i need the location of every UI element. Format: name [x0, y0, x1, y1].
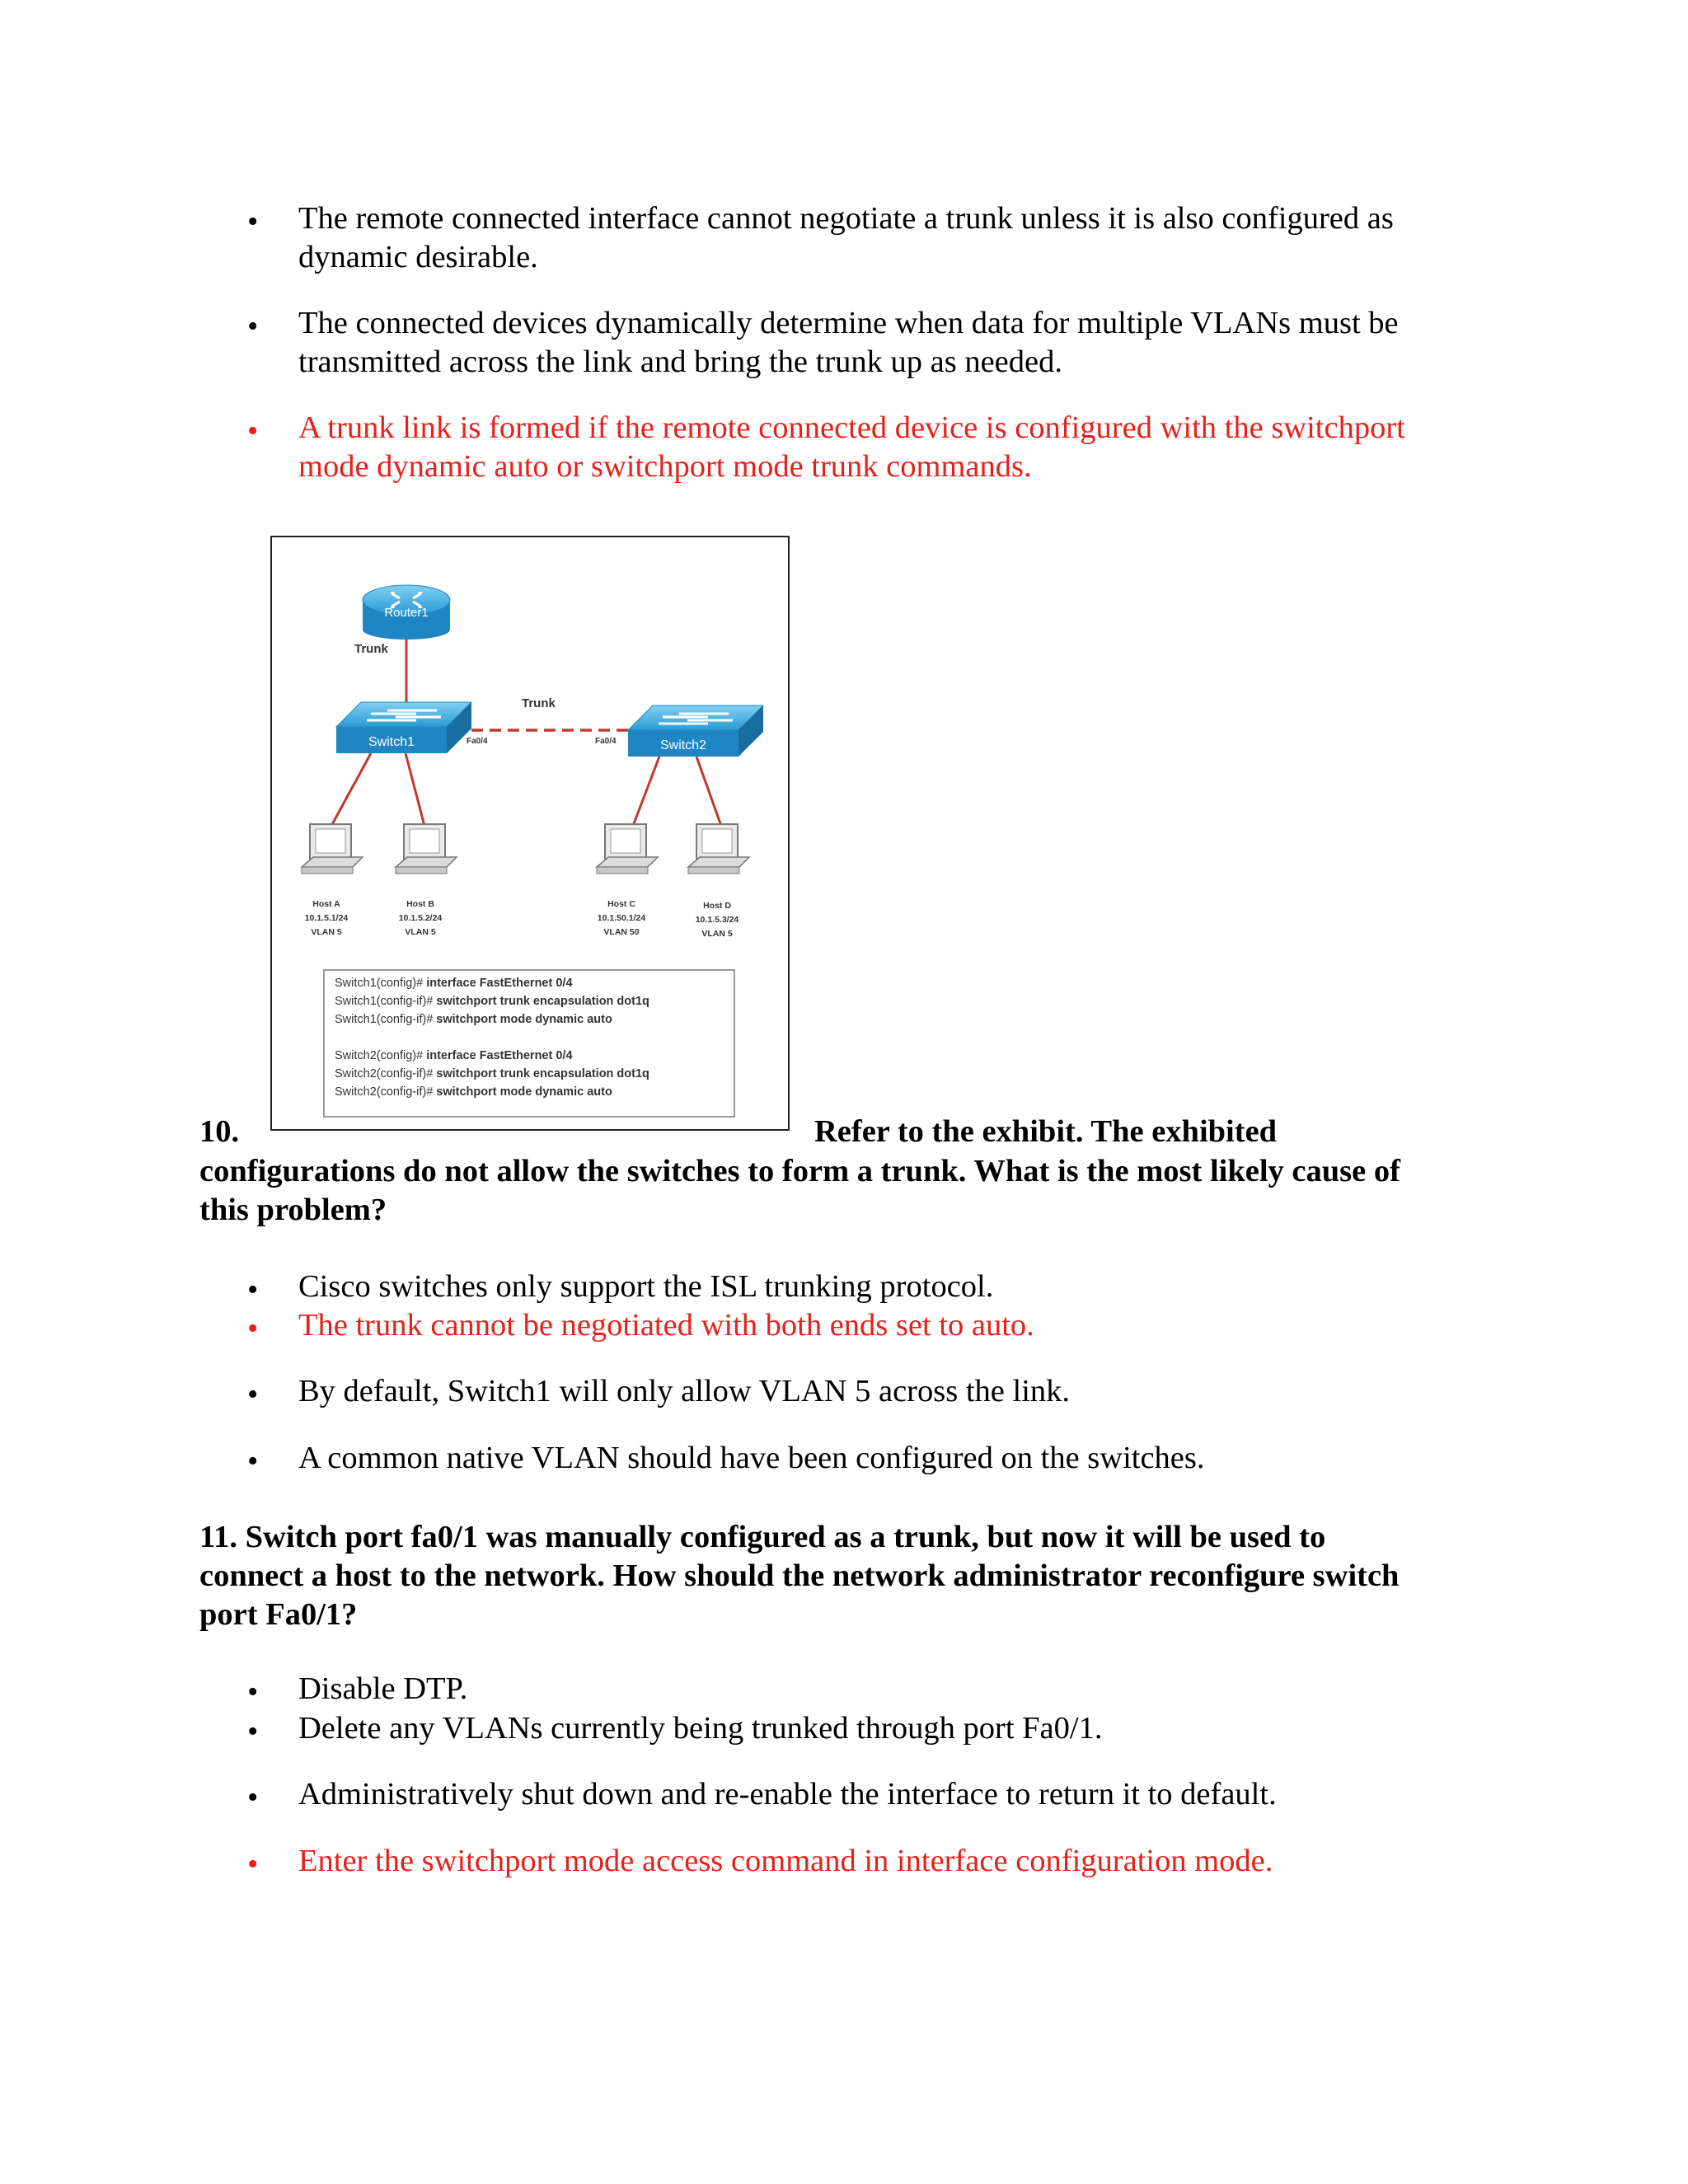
question-11-line-3: port Fa0/1?	[199, 1597, 358, 1632]
exhibit-figure	[270, 536, 790, 1131]
config-prompt: Switch2(config-if)#	[335, 1085, 437, 1099]
q11-option-1: Disable DTP.	[298, 1671, 468, 1706]
router-label: Router1	[384, 606, 429, 620]
bullet-icon: •	[247, 1714, 259, 1749]
config-prompt: Switch1(config)#	[335, 977, 427, 990]
config-prompt: Switch1(config-if)#	[335, 995, 437, 1008]
q11-option-3: Administratively shut down and re-enable the interface to return it to default.	[298, 1777, 1277, 1811]
host-d-ip: 10.1.5.3/24	[695, 915, 739, 925]
q9-option-3-line-2: mode dynamic auto or switchport mode trunk commands.	[298, 449, 1032, 484]
config-box	[323, 969, 735, 1118]
bullet-icon: •	[247, 1675, 259, 1709]
host-c-vlan: VLAN 50	[603, 927, 640, 937]
config-command: switchport mode dynamic auto	[436, 1085, 612, 1099]
bullet-icon: •	[247, 1444, 259, 1479]
host-b-vlan: VLAN 5	[405, 927, 436, 937]
config-line	[335, 1083, 724, 1101]
host-b-name: Host B	[406, 899, 434, 909]
host-b-pc-icon	[396, 824, 457, 874]
switch1-port-label: Fa0/4	[467, 737, 488, 746]
config-prompt: Switch1(config-if)#	[335, 1013, 437, 1026]
config-line	[335, 1010, 724, 1029]
switch2-port-label: Fa0/4	[595, 737, 617, 746]
host-c-pc-icon	[597, 824, 658, 874]
question-10-lead: Refer to the exhibit. The exhibited	[814, 1114, 1278, 1149]
q9-option-1-line-1: The remote connected interface cannot negotiate a trunk unless it is also configured as	[298, 201, 1394, 236]
bullet-icon: •	[247, 309, 259, 344]
host-d-cable	[696, 757, 721, 826]
config-command: interface FastEthernet 0/4	[426, 1049, 573, 1062]
q9-option-2-line-2: transmitted across the link and bring the trunk up as needed.	[298, 344, 1062, 379]
switch-trunk-label: Trunk	[522, 696, 556, 710]
q10-option-3: By default, Switch1 will only allow VLAN 5 across the link.	[298, 1374, 1071, 1408]
config-line	[335, 1065, 724, 1083]
host-a-name: Host A	[312, 899, 340, 909]
bullet-icon: •	[247, 1311, 259, 1346]
q10-option-1: Cisco switches only support the ISL trunking protocol.	[298, 1269, 994, 1304]
question-11-line-2: connect a host to the network. How should the network administrator reconfigure switch	[199, 1558, 1400, 1593]
config-prompt: Switch2(config-if)#	[335, 1067, 437, 1080]
question-10-number: 10.	[199, 1114, 240, 1149]
host-a-vlan: VLAN 5	[311, 927, 342, 937]
config-command: switchport trunk encapsulation dot1q	[436, 1067, 649, 1080]
switch1-label: Switch1	[368, 735, 415, 749]
host-d-vlan: VLAN 5	[701, 929, 733, 939]
config-line	[335, 1047, 724, 1065]
config-line	[335, 992, 724, 1010]
bullet-icon: •	[247, 1377, 259, 1412]
config-line	[335, 974, 724, 992]
host-c-cable	[633, 757, 659, 826]
config-command: switchport mode dynamic auto	[436, 1013, 612, 1026]
question-10-line-3: this problem?	[199, 1193, 387, 1227]
bullet-icon: •	[247, 1847, 259, 1882]
host-c-ip: 10.1.50.1/24	[597, 913, 646, 923]
host-a-cable	[331, 753, 371, 826]
question-11-line-1: 11. Switch port fa0/1 was manually configured as a trunk, but now it will be used to	[199, 1520, 1326, 1554]
q11-option-2: Delete any VLANs currently being trunked through port Fa0/1.	[298, 1711, 1103, 1746]
bullet-icon: •	[247, 1272, 259, 1307]
bullet-icon: •	[247, 414, 259, 448]
config-command: interface FastEthernet 0/4	[426, 977, 573, 990]
bullet-icon: •	[247, 204, 259, 239]
host-a-pc-icon	[302, 824, 363, 874]
q10-option-4: A common native VLAN should have been configured on the switches.	[298, 1441, 1205, 1475]
q9-option-3-line-1: A trunk link is formed if the remote connected device is configured with the switchport	[298, 410, 1405, 445]
config-command: switchport trunk encapsulation dot1q	[436, 995, 649, 1008]
router-trunk-label: Trunk	[354, 642, 388, 656]
host-d-pc-icon	[688, 824, 749, 874]
host-b-ip: 10.1.5.2/24	[398, 913, 443, 923]
config-prompt: Switch2(config)#	[335, 1049, 427, 1062]
q10-option-2: The trunk cannot be negotiated with both ends set to auto.	[298, 1308, 1034, 1343]
q9-option-2-line-1: The connected devices dynamically determine when data for multiple VLANs must be	[298, 306, 1399, 340]
switch2-label: Switch2	[659, 738, 707, 752]
host-d-name: Host D	[703, 901, 731, 911]
host-a-ip: 10.1.5.1/24	[304, 913, 349, 923]
host-c-name: Host C	[607, 899, 635, 909]
question-10-line-2: configurations do not allow the switches to form a trunk. What is the most likely cause of	[199, 1154, 1400, 1188]
bullet-icon: •	[247, 1780, 259, 1815]
q11-option-4: Enter the switchport mode access command in interface configuration mode.	[298, 1844, 1273, 1878]
q9-option-1-line-2: dynamic desirable.	[298, 240, 538, 274]
host-b-cable	[406, 753, 424, 826]
